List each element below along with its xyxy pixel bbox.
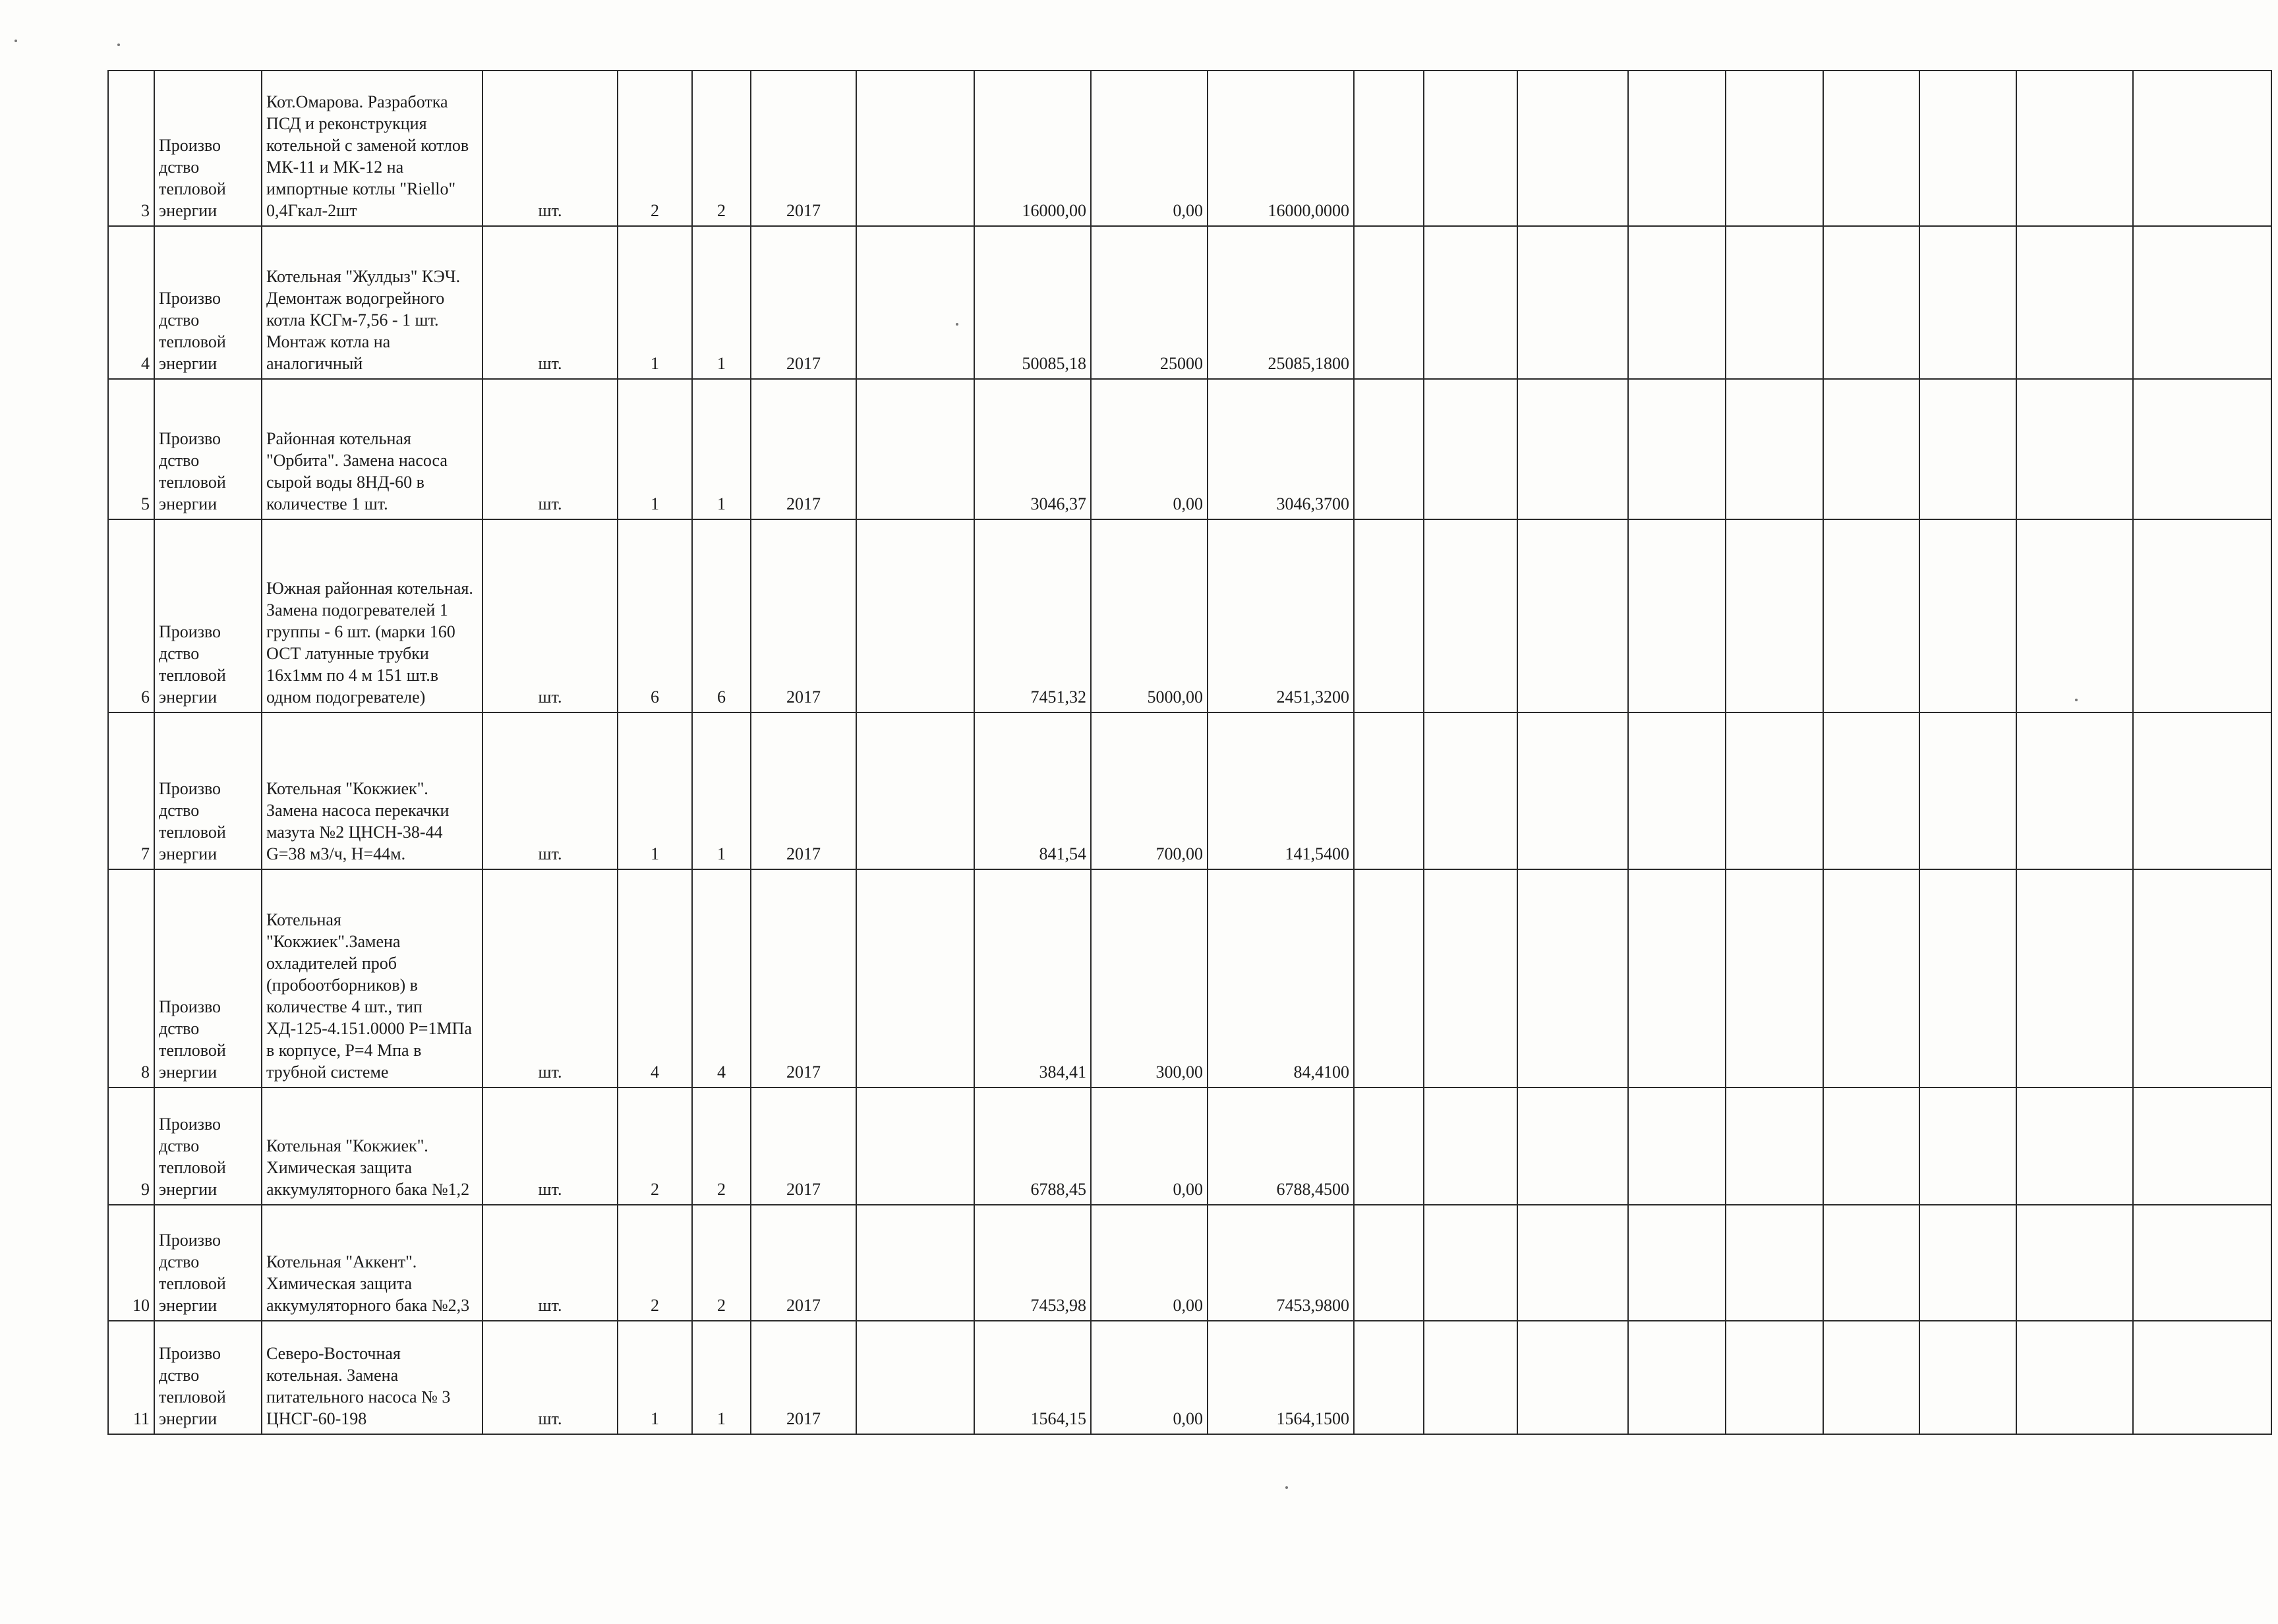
cell-description: Районная котельная "Орбита". Замена насоса сырой воды 8НД-60 в количестве 1 шт. xyxy=(262,379,482,519)
cell-empty xyxy=(1628,1321,1726,1434)
cell-empty xyxy=(1628,519,1726,712)
cell-num: 5 xyxy=(108,379,154,519)
cell-remainder: 25085,1800 xyxy=(1208,226,1354,379)
cell-empty xyxy=(2016,71,2133,226)
cell-empty xyxy=(1517,519,1628,712)
cell-empty xyxy=(856,71,974,226)
cell-empty xyxy=(1726,1088,1823,1205)
cell-amount: 6788,45 xyxy=(974,1088,1091,1205)
table-row xyxy=(108,712,2271,869)
cell-year: 2017 xyxy=(751,519,856,712)
cell-empty xyxy=(1354,519,1424,712)
cell-qty2: 1 xyxy=(692,226,751,379)
table-row xyxy=(108,869,2271,1088)
cell-funds: 5000,00 xyxy=(1091,519,1208,712)
cell-num: 10 xyxy=(108,1205,154,1321)
cell-amount: 384,41 xyxy=(974,869,1091,1088)
cell-category: Произво дство тепловой энергии xyxy=(154,71,262,226)
cell-empty xyxy=(1354,226,1424,379)
cell-empty xyxy=(856,226,974,379)
cell-unit: шт. xyxy=(482,869,618,1088)
cell-funds: 300,00 xyxy=(1091,869,1208,1088)
cell-empty xyxy=(1424,869,1517,1088)
scan-speck xyxy=(15,40,17,42)
table-row xyxy=(108,1205,2271,1321)
cell-amount: 7453,98 xyxy=(974,1205,1091,1321)
cell-empty xyxy=(856,1088,974,1205)
cell-empty xyxy=(1424,1088,1517,1205)
cell-empty xyxy=(1823,1321,1919,1434)
cell-empty xyxy=(1424,712,1517,869)
cell-year: 2017 xyxy=(751,379,856,519)
cell-empty xyxy=(1919,869,2016,1088)
cell-qty1: 1 xyxy=(618,379,692,519)
cell-num: 3 xyxy=(108,71,154,226)
cell-empty xyxy=(1354,1088,1424,1205)
cell-empty xyxy=(1823,226,1919,379)
cell-empty xyxy=(1823,71,1919,226)
cell-empty xyxy=(1919,1321,2016,1434)
cell-empty xyxy=(1823,712,1919,869)
cell-empty xyxy=(1726,712,1823,869)
cell-empty xyxy=(1919,712,2016,869)
cell-year: 2017 xyxy=(751,226,856,379)
cell-description: Котельная "Кокжиек".Замена охладителей проб (пробоотборников) в количестве 4 шт., тип ХД-125-4.151.0000 Р=1МПа в корпусе, Р=4 Мпа в трубной системе xyxy=(262,869,482,1088)
cell-year: 2017 xyxy=(751,1205,856,1321)
cell-remainder: 84,4100 xyxy=(1208,869,1354,1088)
cell-qty2: 1 xyxy=(692,379,751,519)
cell-funds: 0,00 xyxy=(1091,1321,1208,1434)
cell-empty xyxy=(2016,1205,2133,1321)
cell-empty xyxy=(1628,712,1726,869)
cell-qty2: 6 xyxy=(692,519,751,712)
table-row xyxy=(108,1088,2271,1205)
cell-empty xyxy=(856,1205,974,1321)
cell-empty xyxy=(2133,712,2271,869)
cell-category: Произво дство тепловой энергии xyxy=(154,519,262,712)
cell-remainder: 7453,9800 xyxy=(1208,1205,1354,1321)
cell-empty xyxy=(856,379,974,519)
cell-empty xyxy=(1517,1321,1628,1434)
cell-num: 9 xyxy=(108,1088,154,1205)
cell-amount: 841,54 xyxy=(974,712,1091,869)
cell-qty1: 2 xyxy=(618,1205,692,1321)
cell-amount: 1564,15 xyxy=(974,1321,1091,1434)
cell-qty1: 2 xyxy=(618,1088,692,1205)
cell-description: Кот.Омарова. Разработка ПСД и реконструкция котельной с заменой котлов МК-11 и МК-12 на импортные котлы "Riello" 0,4Гкал-2шт xyxy=(262,71,482,226)
cell-remainder: 6788,4500 xyxy=(1208,1088,1354,1205)
cell-category: Произво дство тепловой энергии xyxy=(154,1321,262,1434)
cell-empty xyxy=(856,519,974,712)
cell-funds: 700,00 xyxy=(1091,712,1208,869)
cell-category: Произво дство тепловой энергии xyxy=(154,226,262,379)
cell-qty1: 1 xyxy=(618,226,692,379)
cell-qty2: 2 xyxy=(692,1205,751,1321)
cell-empty xyxy=(2133,869,2271,1088)
cell-empty xyxy=(1919,226,2016,379)
cell-empty xyxy=(2016,869,2133,1088)
cell-unit: шт. xyxy=(482,1205,618,1321)
cell-empty xyxy=(2133,1321,2271,1434)
cell-remainder: 141,5400 xyxy=(1208,712,1354,869)
cell-empty xyxy=(2016,712,2133,869)
cell-description: Южная районная котельная. Замена подогревателей 1 группы - 6 шт. (марки 160 ОСТ латунные трубки 16х1мм по 4 м 151 шт.в одном подогревателе) xyxy=(262,519,482,712)
table-row xyxy=(108,1321,2271,1434)
cell-category: Произво дство тепловой энергии xyxy=(154,712,262,869)
cell-empty xyxy=(1628,226,1726,379)
cell-description: Северо-Восточная котельная. Замена питательного насоса № 3 ЦНСГ-60-198 xyxy=(262,1321,482,1434)
cell-qty1: 1 xyxy=(618,712,692,869)
cell-empty xyxy=(1823,869,1919,1088)
cell-qty1: 2 xyxy=(618,71,692,226)
cell-empty xyxy=(2016,519,2133,712)
cell-description: Котельная "Аккент". Химическая защита аккумуляторного бака №2,3 xyxy=(262,1205,482,1321)
cell-num: 8 xyxy=(108,869,154,1088)
cell-funds: 25000 xyxy=(1091,226,1208,379)
cell-empty xyxy=(2133,519,2271,712)
cell-empty xyxy=(1919,1088,2016,1205)
scan-speck xyxy=(1285,1486,1288,1489)
cell-remainder: 2451,3200 xyxy=(1208,519,1354,712)
cell-unit: шт. xyxy=(482,1321,618,1434)
cell-qty2: 1 xyxy=(692,1321,751,1434)
cell-empty xyxy=(1354,869,1424,1088)
cell-year: 2017 xyxy=(751,712,856,869)
cell-unit: шт. xyxy=(482,226,618,379)
cell-empty xyxy=(1354,71,1424,226)
cell-unit: шт. xyxy=(482,1088,618,1205)
cell-empty xyxy=(1424,379,1517,519)
cell-unit: шт. xyxy=(482,379,618,519)
cell-empty xyxy=(1726,1205,1823,1321)
cell-empty xyxy=(1726,1321,1823,1434)
cell-empty xyxy=(1424,71,1517,226)
cell-empty xyxy=(856,1321,974,1434)
cell-empty xyxy=(856,869,974,1088)
cell-empty xyxy=(1919,71,2016,226)
cell-empty xyxy=(2133,71,2271,226)
cell-amount: 16000,00 xyxy=(974,71,1091,226)
cell-empty xyxy=(1354,1205,1424,1321)
cell-empty xyxy=(2016,1321,2133,1434)
cell-empty xyxy=(2133,1088,2271,1205)
cell-qty2: 2 xyxy=(692,1088,751,1205)
cell-amount: 7451,32 xyxy=(974,519,1091,712)
table-body xyxy=(108,71,2271,1434)
scan-speck xyxy=(117,44,120,46)
cell-empty xyxy=(856,712,974,869)
cell-empty xyxy=(2016,1088,2133,1205)
cell-category: Произво дство тепловой энергии xyxy=(154,1088,262,1205)
cell-empty xyxy=(1726,519,1823,712)
cell-empty xyxy=(1424,226,1517,379)
cell-num: 11 xyxy=(108,1321,154,1434)
scan-speck xyxy=(956,323,958,326)
cell-num: 6 xyxy=(108,519,154,712)
cell-amount: 50085,18 xyxy=(974,226,1091,379)
table-row xyxy=(108,226,2271,379)
cell-qty1: 4 xyxy=(618,869,692,1088)
cell-empty xyxy=(1424,519,1517,712)
table-row xyxy=(108,519,2271,712)
table-row xyxy=(108,379,2271,519)
cell-unit: шт. xyxy=(482,519,618,712)
cell-category: Произво дство тепловой энергии xyxy=(154,1205,262,1321)
cell-empty xyxy=(2133,226,2271,379)
cell-empty xyxy=(1823,1205,1919,1321)
cell-qty1: 6 xyxy=(618,519,692,712)
cell-qty2: 2 xyxy=(692,71,751,226)
cell-funds: 0,00 xyxy=(1091,1205,1208,1321)
cell-empty xyxy=(1517,379,1628,519)
cell-empty xyxy=(2016,379,2133,519)
cell-category: Произво дство тепловой энергии xyxy=(154,869,262,1088)
cell-empty xyxy=(1823,1088,1919,1205)
cell-description: Котельная "Кокжиек". Замена насоса перекачки мазута №2 ЦНСН-38-44 G=38 м3/ч, Н=44м. xyxy=(262,712,482,869)
cell-remainder: 16000,0000 xyxy=(1208,71,1354,226)
cell-empty xyxy=(1354,712,1424,869)
cell-year: 2017 xyxy=(751,869,856,1088)
investment-table xyxy=(107,70,2272,1435)
cell-year: 2017 xyxy=(751,1088,856,1205)
cell-empty xyxy=(1823,379,1919,519)
cell-empty xyxy=(2133,1205,2271,1321)
cell-empty xyxy=(1726,71,1823,226)
cell-year: 2017 xyxy=(751,1321,856,1434)
cell-empty xyxy=(2133,379,2271,519)
cell-empty xyxy=(1628,1205,1726,1321)
cell-amount: 3046,37 xyxy=(974,379,1091,519)
cell-empty xyxy=(1823,519,1919,712)
cell-empty xyxy=(1628,869,1726,1088)
cell-description: Котельная "Жулдыз" КЭЧ. Демонтаж водогрейного котла КСГм-7,56 - 1 шт. Монтаж котла на аналогичный xyxy=(262,226,482,379)
cell-qty2: 4 xyxy=(692,869,751,1088)
cell-num: 7 xyxy=(108,712,154,869)
cell-empty xyxy=(1517,226,1628,379)
cell-empty xyxy=(2016,226,2133,379)
cell-funds: 0,00 xyxy=(1091,379,1208,519)
cell-description: Котельная "Кокжиек". Химическая защита аккумуляторного бака №1,2 xyxy=(262,1088,482,1205)
cell-empty xyxy=(1517,869,1628,1088)
cell-empty xyxy=(1919,1205,2016,1321)
cell-year: 2017 xyxy=(751,71,856,226)
cell-empty xyxy=(1354,379,1424,519)
cell-qty1: 1 xyxy=(618,1321,692,1434)
cell-remainder: 3046,3700 xyxy=(1208,379,1354,519)
cell-empty xyxy=(1628,1088,1726,1205)
cell-empty xyxy=(1726,869,1823,1088)
cell-empty xyxy=(1919,379,2016,519)
cell-empty xyxy=(1628,71,1726,226)
cell-num: 4 xyxy=(108,226,154,379)
cell-qty2: 1 xyxy=(692,712,751,869)
cell-empty xyxy=(1517,1205,1628,1321)
cell-category: Произво дство тепловой энергии xyxy=(154,379,262,519)
cell-empty xyxy=(1726,226,1823,379)
cell-unit: шт. xyxy=(482,712,618,869)
cell-funds: 0,00 xyxy=(1091,1088,1208,1205)
cell-empty xyxy=(1726,379,1823,519)
cell-unit: шт. xyxy=(482,71,618,226)
cell-empty xyxy=(1354,1321,1424,1434)
cell-remainder: 1564,1500 xyxy=(1208,1321,1354,1434)
scan-speck xyxy=(2075,699,2078,701)
cell-empty xyxy=(1517,712,1628,869)
cell-empty xyxy=(1628,379,1726,519)
cell-empty xyxy=(1517,1088,1628,1205)
cell-empty xyxy=(1517,71,1628,226)
cell-empty xyxy=(1919,519,2016,712)
cell-empty xyxy=(1424,1321,1517,1434)
cell-empty xyxy=(1424,1205,1517,1321)
table-row xyxy=(108,71,2271,226)
cell-funds: 0,00 xyxy=(1091,71,1208,226)
